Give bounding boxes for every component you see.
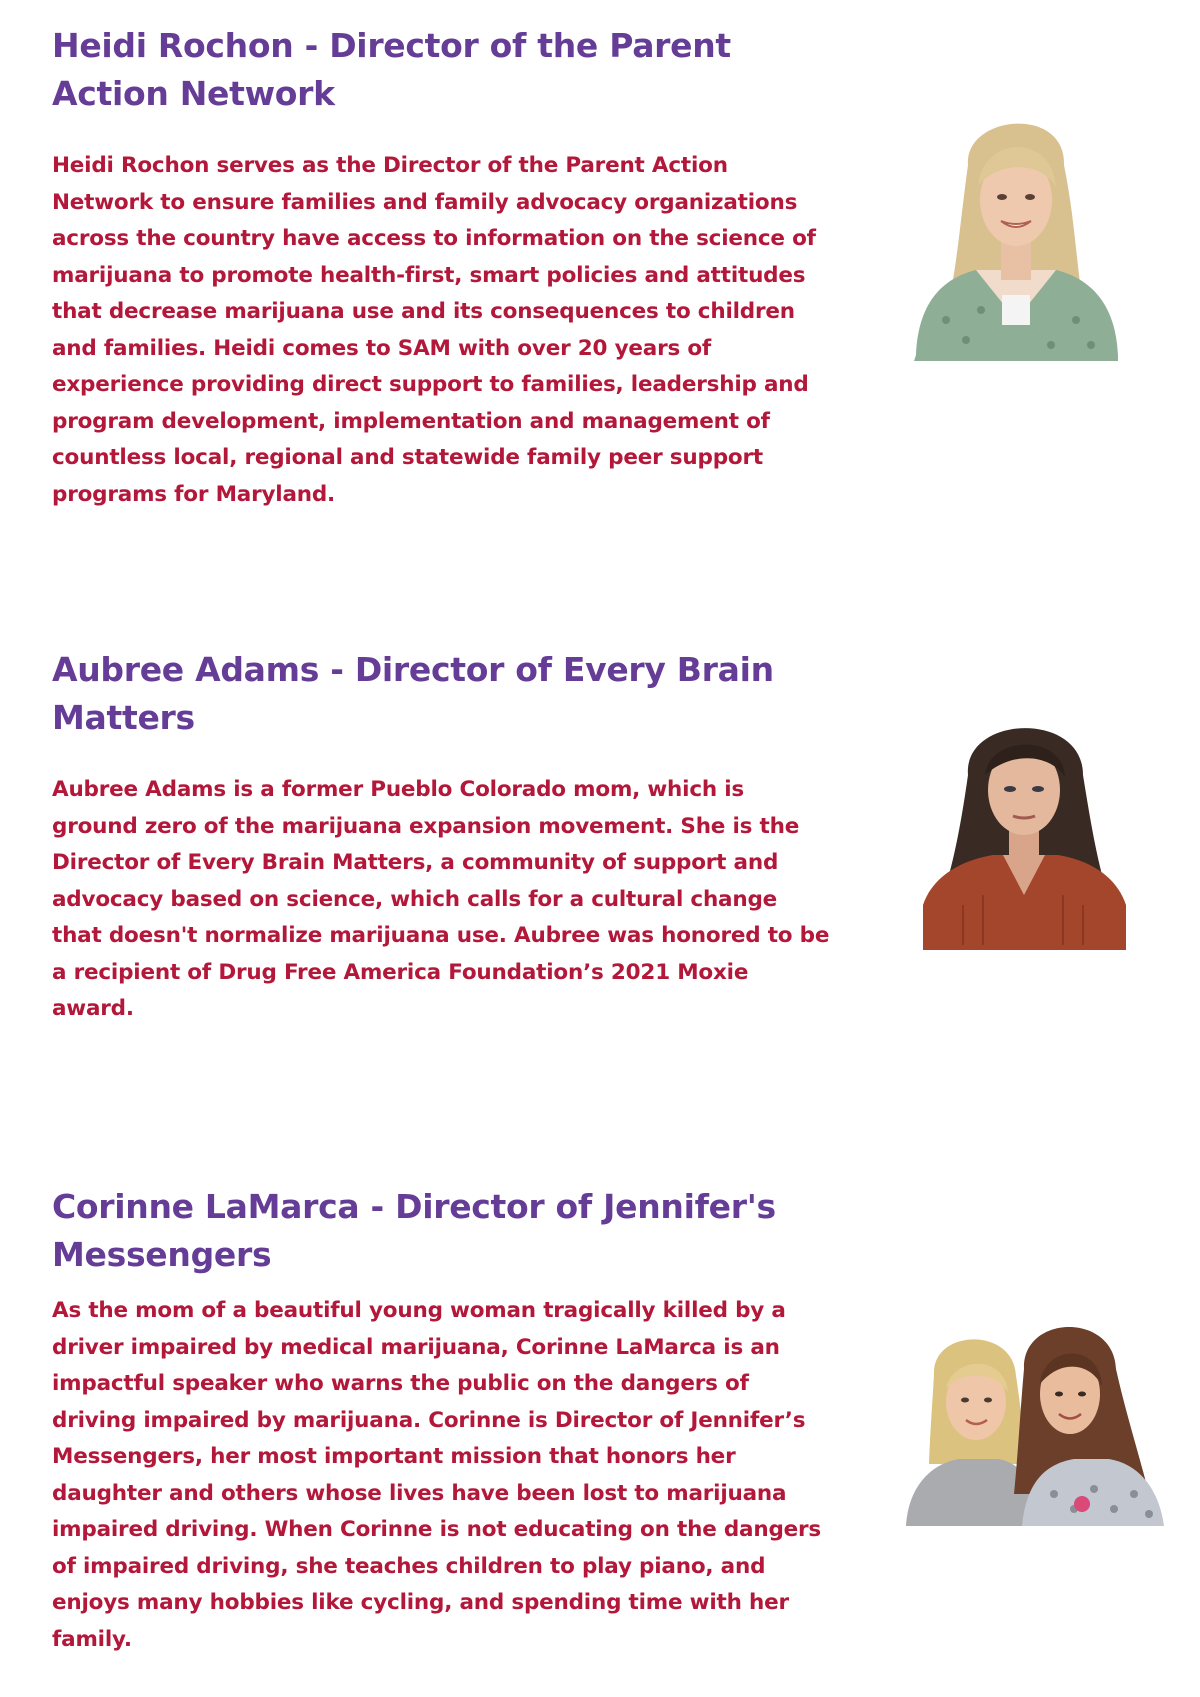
profile-name: Heidi Rochon - Director of the Parent Action Network bbox=[52, 26, 731, 113]
profile-bio: Heidi Rochon serves as the Director of the Parent Action Network to ensure families and family advocacy organizations across the country have access to information on the science of marijuana to promote health-first, smart policies and attitudes that decrease marijuana use and its consequences to children and families. Heidi comes to SAM with over 20 years of experience providing direct support to families, leadership and program development, implementation and management of countless local, regional and statewide family peer support programs for Maryland. bbox=[52, 153, 816, 507]
profile-bio: As the mom of a beautiful young woman tragically killed by a driver impaired by medical marijuana, Corinne LaMarca is an impactful speaker who warns the public on the dangers of driving impaired by marijuana. Corinne is Director of Jennifer’s Messengers, her most important mission that honors her daughter and others whose lives have been lost to marijuana impaired driving. When Corinne is not educating on the dangers of impaired driving, she teaches children to play piano, and enjoys many hobbies like cycling, and spending time with her family. bbox=[52, 1298, 822, 1652]
profile-photo-heidi-rochon bbox=[906, 105, 1124, 361]
profile-name: Corinne LaMarca - Director of Jennifer's Messengers bbox=[52, 1187, 776, 1274]
profile-name: Aubree Adams - Director of Every Brain Matters bbox=[52, 650, 774, 737]
profile-photo-aubree-adams bbox=[923, 705, 1126, 950]
profile-bio: Aubree Adams is a former Pueblo Colorado mom, which is ground zero of the marijuana expansion movement. She is the Director of Every Brain Matters, a community of support and advocacy based on science, which calls for a cultural change that doesn't normalize marijuana use. Aubree was honored to be a recipient of Drug Free America Foundation’s 2021 Moxie award. bbox=[52, 777, 830, 1021]
profile-photo-corinne-lamarca bbox=[904, 1314, 1166, 1526]
